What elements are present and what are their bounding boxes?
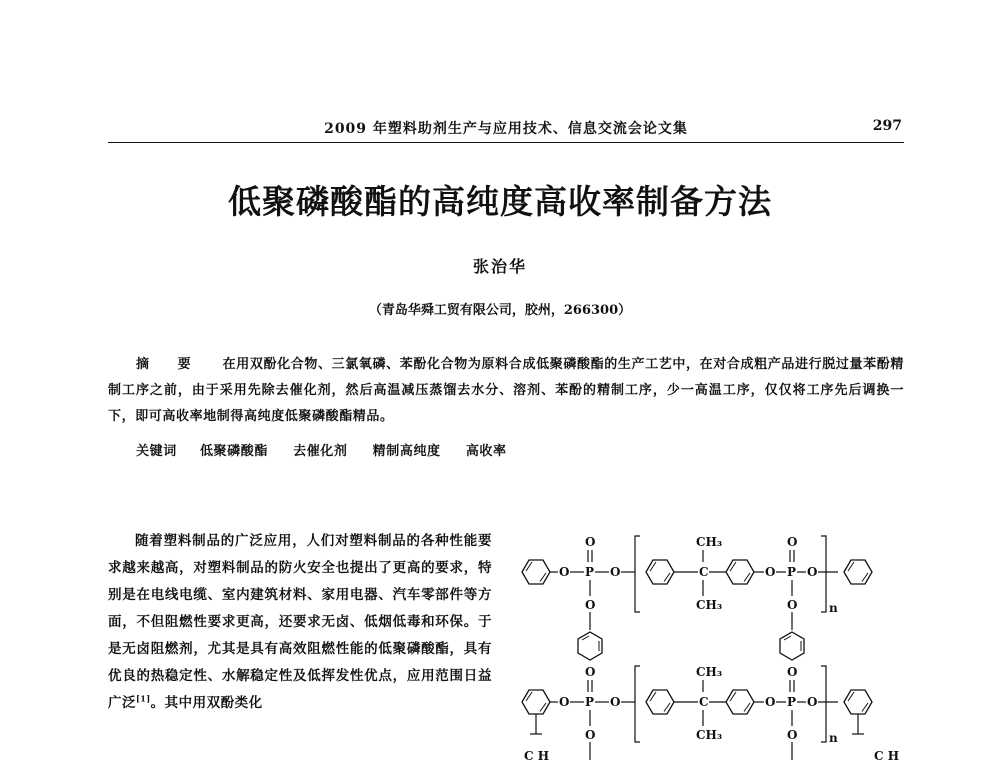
running-head — [108, 118, 904, 142]
affiliation: （青岛华舜工贸有限公司，胶州，266300） — [368, 303, 632, 318]
body-paragraph-tail: 。其中用双酚类化 — [150, 695, 263, 711]
author-name: 张治华 — [472, 257, 527, 276]
repeat-n-label: n — [829, 731, 838, 745]
p-label: P — [787, 565, 797, 579]
citation-ref: [1] — [136, 693, 151, 704]
o-label: O — [585, 665, 596, 679]
o-label: O — [610, 695, 621, 709]
keywords — [136, 440, 896, 459]
header-rule — [108, 142, 904, 143]
o-label: O — [807, 695, 818, 709]
abstract-label: 摘 要 — [136, 357, 203, 372]
abstract-text: 在用双酚化合物、三氯氧磷、苯酚化合物为原料合成低聚磷酸酯的生产工艺中，在对合成粗产品进行脱过量苯酚精制工序之前，由于采用先除去催化剂，然后高温减压蒸馏去水分、溶剂、苯酚的精制工序，少一高温工序，仅仅将工序先后调换一下，即可高收率地制得高纯度低聚磷酸酯精品。 — [108, 357, 904, 424]
o-label: O — [585, 598, 596, 612]
structure-top — [522, 535, 872, 660]
keyword-item: 高收率 — [465, 444, 507, 459]
c-label: C — [699, 695, 709, 709]
o-label: O — [559, 565, 570, 579]
o-label: O — [610, 565, 621, 579]
ch3-label: CH₃ — [696, 535, 723, 549]
o-label: O — [765, 695, 776, 709]
body-paragraph-text: 随着塑料制品的广泛应用，人们对塑料制品的各种性能要求越来越高，对塑料制品的防火安全也提出了更高的要求，特别是在电线电缆、室内建筑材料、家用电器、汽车零部件等方面，不但阻燃性要求更高，还要求无卤、低烟低毒和环保。于是无卤阻燃剂，尤其是具有高效阻燃性能的低聚磷酸酯，具有优良的热稳定性、水解稳定性及低挥发性优点，应用范围日益广泛 — [108, 533, 492, 711]
keyword-item: 精制高纯度 — [372, 444, 441, 459]
c-label: C — [699, 565, 709, 579]
repeat-n-label: n — [829, 601, 838, 615]
running-title: 2009 年塑料助剂生产与应用技术、信息交流会论文集 — [324, 121, 688, 137]
o-label: O — [787, 535, 798, 549]
o-label: O — [559, 695, 570, 709]
o-label: O — [807, 565, 818, 579]
o-label: O — [585, 535, 596, 549]
abstract — [108, 352, 904, 430]
body-paragraph — [108, 528, 492, 717]
structure-bottom — [522, 665, 899, 760]
o-label: O — [787, 728, 798, 742]
o-label: O — [765, 565, 776, 579]
p-label: P — [585, 695, 595, 709]
ch-partial-label: C H — [874, 749, 900, 760]
paper-title: 低聚磷酸酯的高纯度高收率制备方法 — [228, 182, 772, 221]
ch3-label: CH₃ — [696, 728, 723, 742]
p-label: P — [585, 565, 595, 579]
o-label: O — [585, 728, 596, 742]
keyword-item: 低聚磷酸酯 — [199, 444, 268, 459]
page-number: 297 — [872, 118, 902, 134]
keyword-item: 去催化剂 — [293, 444, 348, 459]
keywords-label: 关键词 — [136, 444, 177, 459]
chemical-structure-figure — [508, 520, 908, 760]
ch3-label: CH₃ — [696, 598, 723, 612]
structure-svg — [508, 520, 908, 760]
ch-partial-label: C H — [524, 749, 550, 760]
o-label: O — [787, 665, 798, 679]
o-label: O — [787, 598, 798, 612]
ch3-label: CH₃ — [696, 665, 723, 679]
p-label: P — [787, 695, 797, 709]
